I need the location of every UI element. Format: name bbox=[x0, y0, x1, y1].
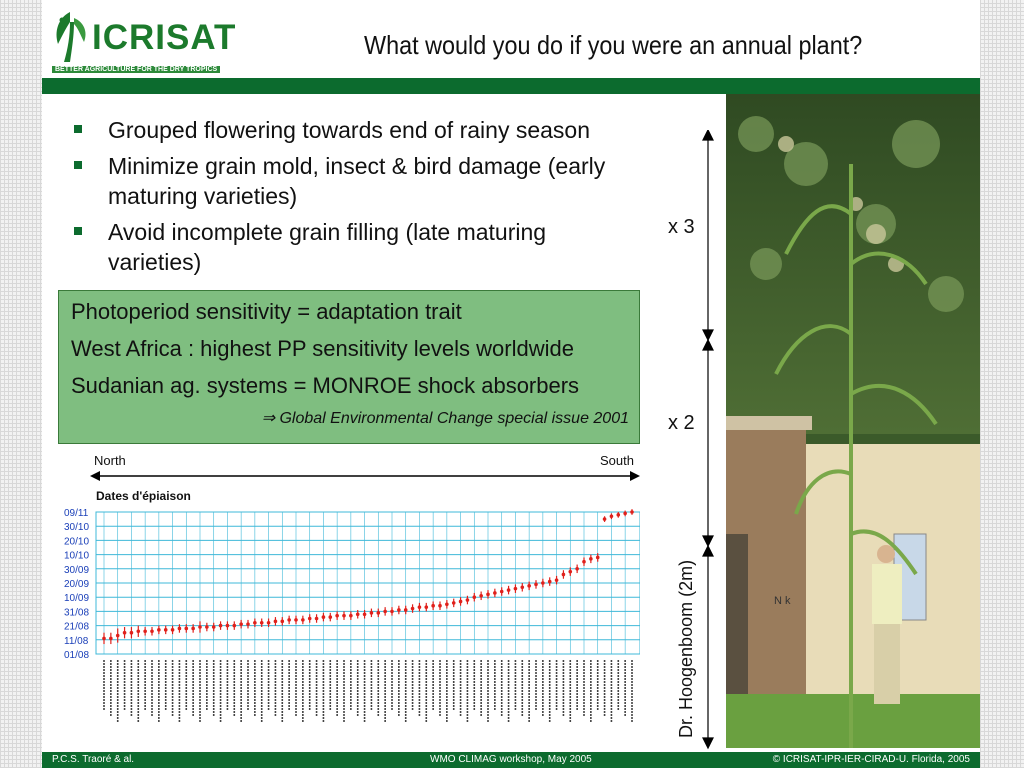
data-point bbox=[308, 617, 312, 621]
title-underline-bar bbox=[42, 78, 980, 94]
implies-arrow-icon: ⇒ bbox=[261, 410, 275, 427]
footer-bar bbox=[42, 752, 980, 768]
logo-text: ICRISAT bbox=[92, 18, 237, 57]
bullet-item bbox=[70, 115, 620, 145]
data-point bbox=[294, 618, 298, 622]
bullet-item bbox=[70, 151, 620, 211]
data-point bbox=[171, 628, 175, 632]
y-tick-label: 09/11 bbox=[64, 508, 89, 519]
data-point bbox=[411, 607, 415, 611]
data-point bbox=[150, 629, 154, 633]
data-point bbox=[212, 625, 216, 629]
data-point bbox=[404, 608, 408, 612]
data-point bbox=[472, 595, 476, 599]
y-tick-label: 30/09 bbox=[64, 564, 90, 576]
person-shirt bbox=[872, 564, 902, 624]
data-point bbox=[486, 593, 490, 597]
citation-text: Global Environmental Change special issue 2001 bbox=[279, 410, 629, 427]
data-point bbox=[136, 629, 140, 633]
data-point bbox=[246, 622, 250, 626]
heading-dates-chart bbox=[60, 476, 640, 746]
data-point bbox=[466, 598, 470, 602]
data-point bbox=[541, 581, 545, 585]
y-tick-label: 10/09 bbox=[64, 593, 90, 605]
bullet-list bbox=[70, 115, 620, 283]
data-point bbox=[280, 620, 284, 624]
photo-illustration bbox=[726, 94, 980, 748]
data-point bbox=[418, 605, 422, 609]
bullet-text: Minimize grain mold, insect & bird damage (early maturing varieties) bbox=[108, 153, 606, 209]
y-tick-label: 20/10 bbox=[64, 536, 90, 548]
person-trousers bbox=[874, 624, 900, 704]
data-point bbox=[493, 591, 497, 595]
data-point bbox=[479, 594, 483, 598]
data-point bbox=[198, 625, 202, 629]
photo-caption: Dr. Hoogenboom (2m) bbox=[676, 559, 696, 738]
data-point bbox=[527, 584, 531, 588]
data-point bbox=[260, 621, 264, 625]
data-point bbox=[520, 585, 524, 589]
data-point bbox=[452, 601, 456, 605]
data-point bbox=[376, 611, 380, 615]
data-point bbox=[232, 624, 236, 628]
data-point bbox=[328, 615, 332, 619]
data-point bbox=[335, 614, 339, 618]
bullet-square-icon bbox=[74, 161, 82, 169]
data-point bbox=[424, 605, 428, 609]
icrisat-logo bbox=[48, 6, 238, 73]
data-point bbox=[164, 628, 168, 632]
slide bbox=[42, 0, 980, 768]
data-point bbox=[383, 610, 387, 614]
y-tick-label: 21/08 bbox=[64, 621, 90, 633]
y-tick-label: 20/09 bbox=[64, 579, 90, 590]
data-point bbox=[315, 617, 319, 621]
data-point bbox=[390, 610, 394, 614]
data-point bbox=[500, 590, 504, 594]
summary-line: West Africa : highest PP sensitivity levels worldwide bbox=[71, 336, 574, 361]
data-point bbox=[575, 567, 579, 571]
data-point bbox=[184, 627, 188, 631]
data-point bbox=[363, 612, 367, 616]
data-point bbox=[356, 612, 360, 616]
summary-line: Photoperiod sensitivity = adaptation trait bbox=[71, 299, 462, 324]
label-x3: x 3 bbox=[668, 216, 695, 238]
bullet-square-icon bbox=[74, 125, 82, 133]
data-point bbox=[178, 627, 182, 631]
leaf-icon bbox=[48, 8, 92, 64]
data-point bbox=[219, 624, 223, 628]
right-pattern-border bbox=[980, 0, 1024, 768]
data-point bbox=[342, 614, 346, 618]
direction-south: South bbox=[600, 453, 634, 468]
data-point bbox=[267, 621, 271, 625]
summary-line: Sudanian ag. systems = MONROE shock absorbers bbox=[71, 373, 580, 398]
data-point bbox=[370, 611, 374, 615]
person-head bbox=[877, 545, 895, 563]
data-point bbox=[130, 631, 134, 635]
data-point bbox=[287, 618, 291, 622]
data-point bbox=[301, 618, 305, 622]
data-point bbox=[102, 637, 106, 641]
data-point bbox=[589, 557, 593, 561]
data-point bbox=[191, 627, 195, 631]
data-point bbox=[123, 631, 127, 635]
data-point bbox=[596, 556, 600, 560]
y-tick-label: 01/08 bbox=[64, 650, 90, 661]
measure-arrows bbox=[698, 130, 718, 752]
citation bbox=[262, 408, 629, 428]
data-point bbox=[616, 513, 620, 517]
data-point bbox=[562, 573, 566, 577]
y-tick-label: 11/08 bbox=[64, 635, 89, 647]
data-point bbox=[239, 622, 243, 626]
bullet-text: Avoid incomplete grain filling (late maturing varieties) bbox=[108, 219, 547, 275]
direction-north: North bbox=[94, 453, 126, 468]
summary-box bbox=[58, 290, 640, 444]
data-point bbox=[322, 615, 326, 619]
data-point bbox=[143, 629, 147, 633]
left-pattern-border bbox=[0, 0, 42, 768]
data-point bbox=[568, 570, 572, 574]
y-tick-label: 10/10 bbox=[64, 550, 90, 562]
door-text: N k bbox=[774, 595, 791, 607]
data-point bbox=[226, 624, 230, 628]
data-point bbox=[548, 580, 552, 584]
data-point bbox=[116, 634, 120, 638]
data-point bbox=[603, 517, 607, 521]
footer-event: WMO CLIMAG workshop, May 2005 bbox=[430, 754, 592, 765]
footer-copyright: © ICRISAT-IPR-IER-CIRAD-U. Florida, 2005 bbox=[772, 754, 970, 765]
y-tick-label: 30/10 bbox=[64, 522, 90, 534]
data-point bbox=[514, 587, 518, 591]
data-point bbox=[610, 514, 614, 518]
data-point bbox=[397, 608, 401, 612]
data-point bbox=[555, 578, 559, 582]
data-point bbox=[534, 583, 538, 587]
bullet-square-icon bbox=[74, 227, 82, 235]
data-point bbox=[582, 560, 586, 564]
chart-title: Dates d'épiaison bbox=[96, 489, 191, 503]
data-point bbox=[109, 637, 113, 641]
data-point bbox=[438, 604, 442, 608]
data-point bbox=[507, 588, 511, 592]
data-point bbox=[623, 512, 627, 516]
bullet-item bbox=[70, 217, 620, 277]
data-point bbox=[459, 600, 463, 604]
data-point bbox=[253, 621, 257, 625]
footer-authors: P.C.S. Traoré & al. bbox=[52, 754, 135, 765]
data-point bbox=[630, 510, 634, 514]
data-point bbox=[431, 604, 435, 608]
y-tick-label: 31/08 bbox=[64, 607, 90, 619]
data-point bbox=[349, 614, 353, 618]
chart-svg bbox=[60, 476, 640, 746]
data-point bbox=[274, 620, 278, 624]
data-point bbox=[445, 603, 449, 607]
data-point bbox=[205, 625, 209, 629]
logo-tagline: BETTER AGRICULTURE FOR THE DRY TROPICS bbox=[52, 66, 220, 73]
plant-photo bbox=[726, 94, 980, 748]
slide-title: What would you do if you were an annual plant? bbox=[364, 30, 863, 60]
label-x2: x 2 bbox=[668, 412, 695, 434]
bullet-text: Grouped flowering towards end of rainy season bbox=[108, 117, 591, 143]
data-point bbox=[157, 628, 161, 632]
